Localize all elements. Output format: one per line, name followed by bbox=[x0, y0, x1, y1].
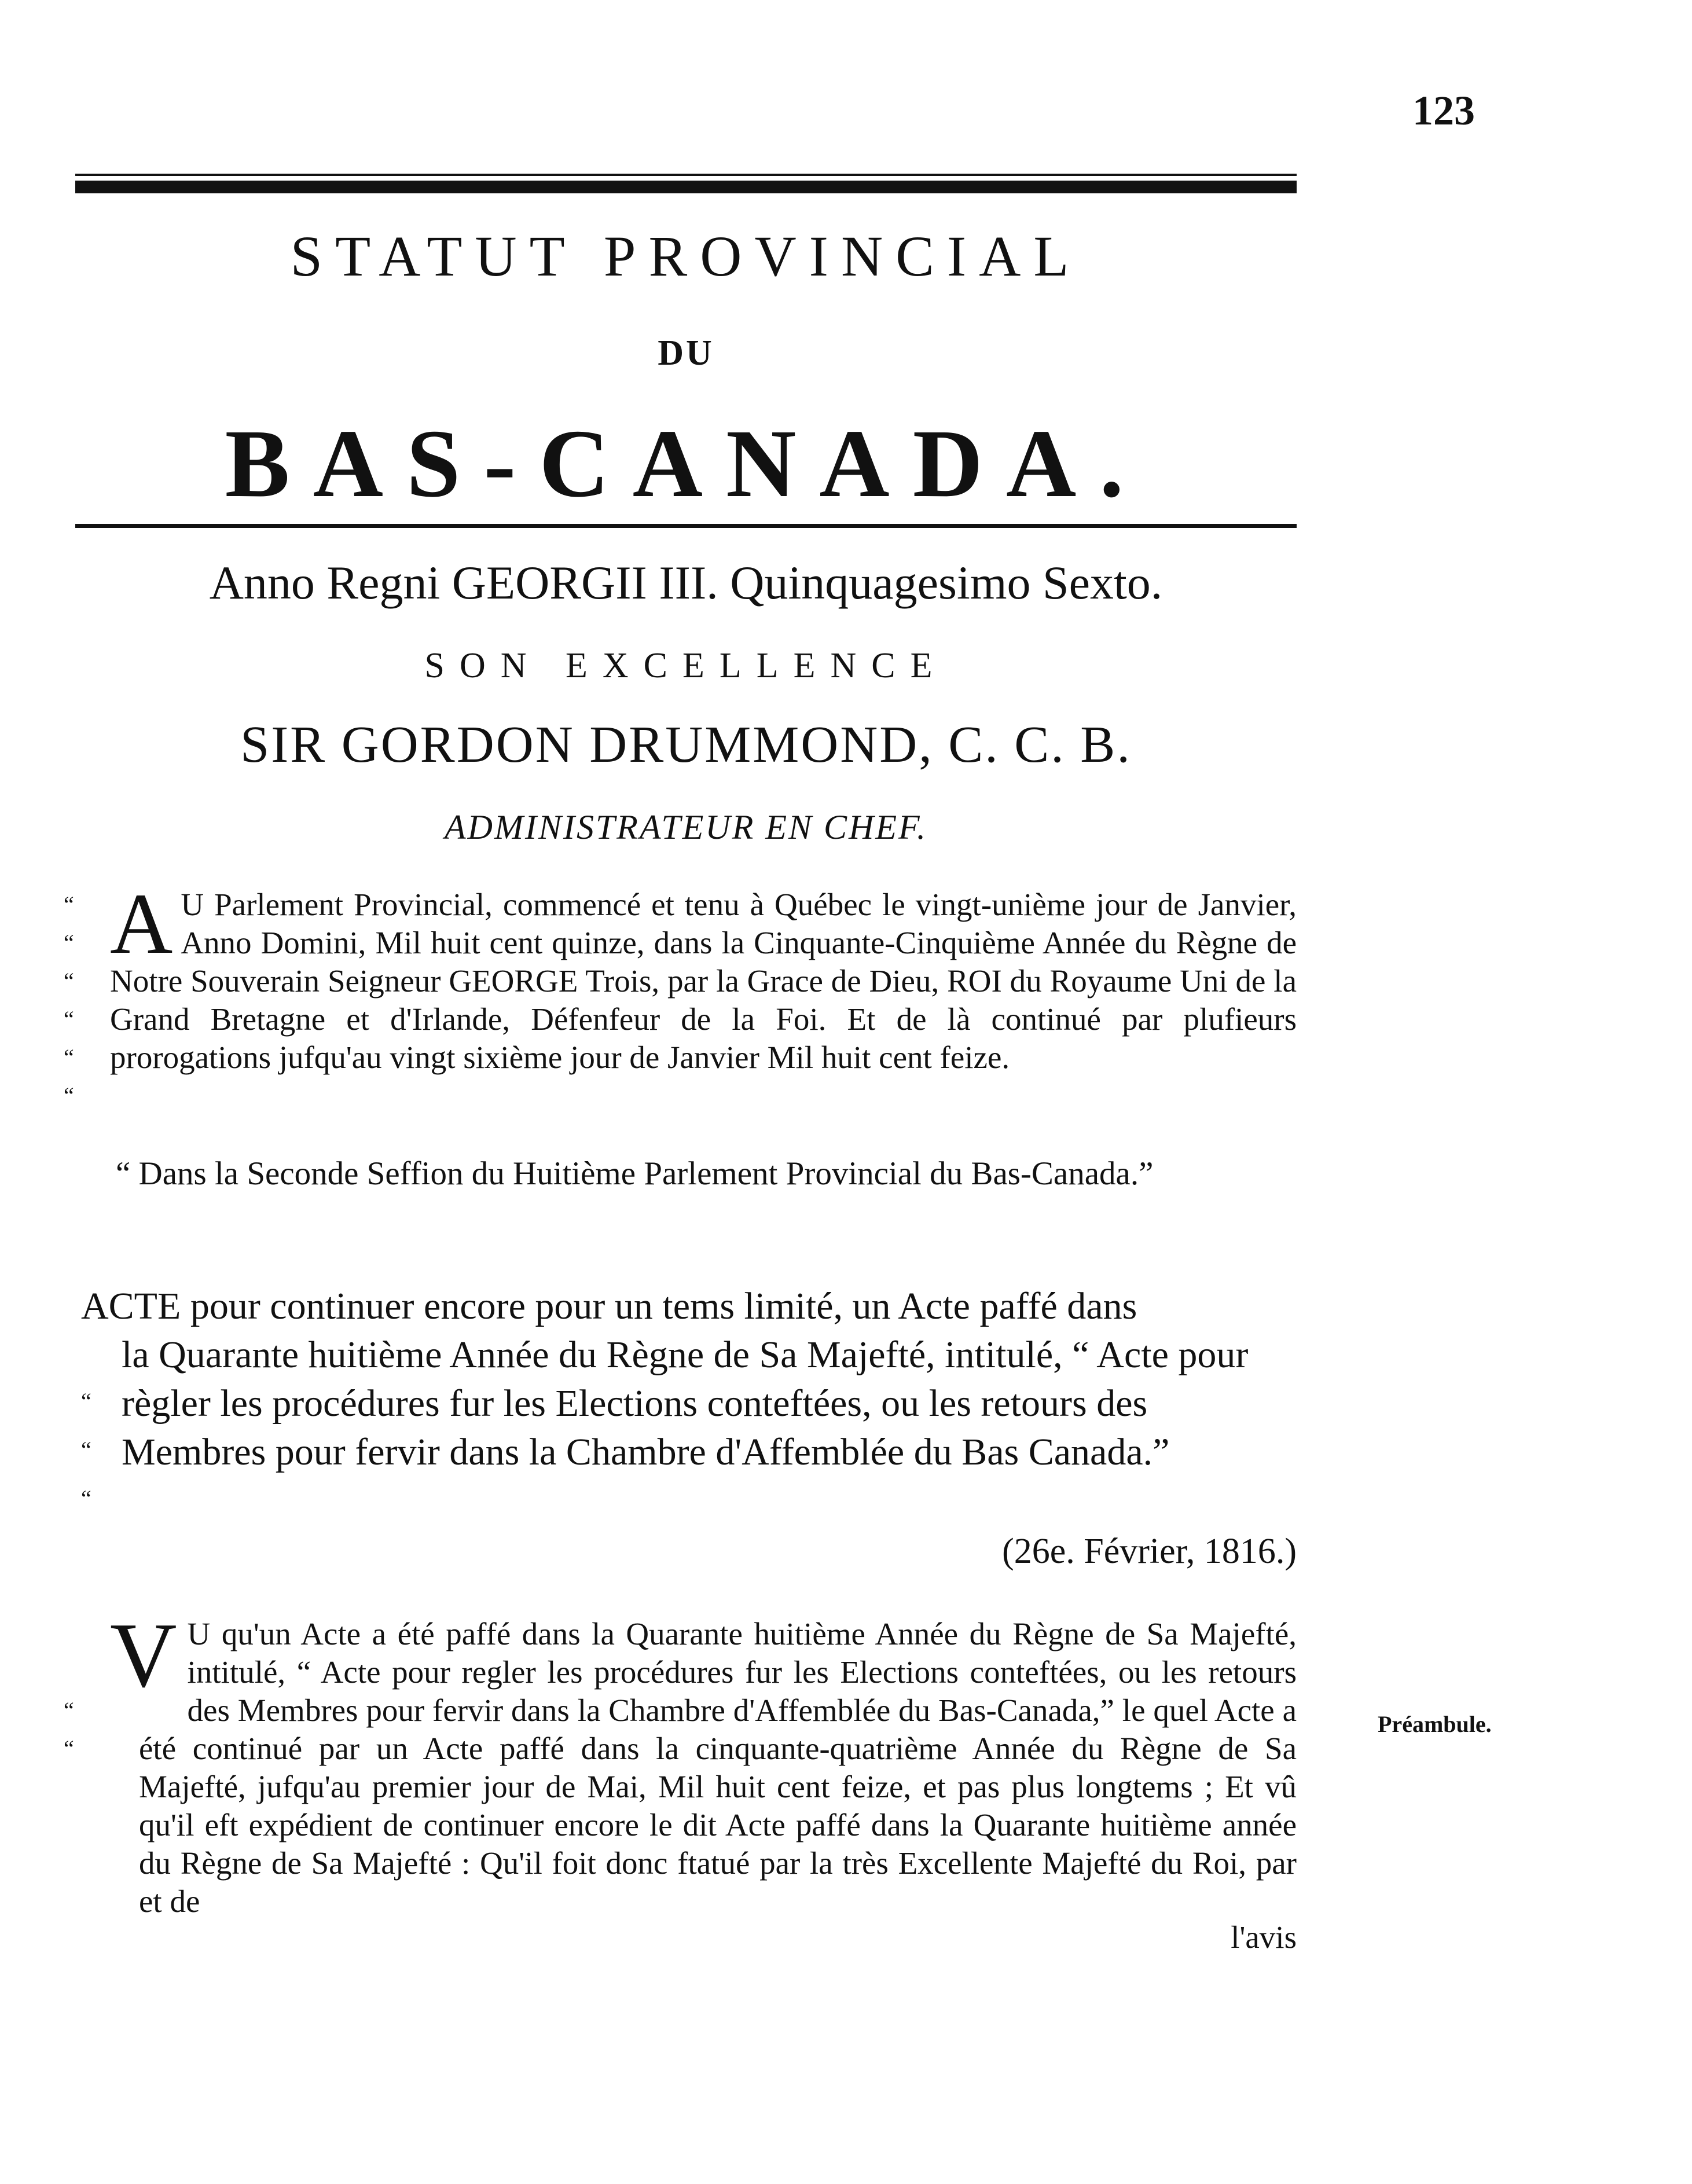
catchword: l'avis bbox=[1231, 1919, 1297, 1955]
parliament-paragraph-text: U Parlement Provincial, commencé et tenu à Québec le vingt-unième jour de Janvier, Anno Domini, Mil huit cent quinze, dans la Cinquante-Cinquième Année du Règne de Notre Souverain Seigneur GEORGE Trois, par la Grace de Dieu, ROI du Royaume Uni de la Grand Bretagne et d'Irlande, Défenfeur de la Foi. Et de là continué par plufieurs prorogations jufqu'au vingt sixième jour de Janvier Mil huit cent feize. bbox=[110, 887, 1297, 1075]
governor-office: ADMINISTRATEUR EN CHEF. bbox=[445, 808, 927, 846]
page-number: 123 bbox=[1412, 87, 1475, 134]
regnal-year: Anno Regni GEORGII III. Quinquagesimo Sexto. bbox=[209, 556, 1163, 609]
quote-marks-left: “ “ “ “ “ “ bbox=[64, 891, 74, 1108]
parliament-paragraph bbox=[110, 876, 1297, 1077]
acte-quote-marks: “ “ “ bbox=[81, 1388, 91, 1511]
heading-statut-provincial: STATUT PROVINCIAL bbox=[290, 224, 1082, 288]
heading-du: DU bbox=[658, 333, 714, 373]
preamble-paragraph-text: U qu'un Acte a été paffé dans la Quarante huitième Année du Règne de Sa Majefté, intitulé, “ Acte pour regler les procédures fur les Elections conteftées, ou les retours des Membres pour fervir dans la Chambre d'Affemblée du Bas-Canada,” le quel Acte a été continué par un Acte paffé dans la cinquante-quatrième Année du Règne de Sa Majefté, jufqu'au premier jour de Mai, Mil huit cent feize, et pas plus longtems ; Et vû qu'il eft expédient de continuer encore le dit Acte paffé dans la Quarante huitième année du Règne de Sa Majefté : Qu'il foit donc ftatué par la très Excellente Majefté du Roi, par et de bbox=[139, 1616, 1297, 1919]
governor-name: SIR GORDON DRUMMOND, C. C. B. bbox=[240, 716, 1132, 773]
top-rule-thick bbox=[75, 181, 1297, 193]
dropcap-v: V bbox=[110, 1603, 177, 1706]
son-excellence: SON EXCELLENCE bbox=[424, 646, 948, 685]
session-line: “ Dans la Seconde Seffion du Huitième Parlement Provincial du Bas-Canada.” bbox=[116, 1155, 1154, 1192]
acte-title-first-line: ACTE pour continuer encore pour un tems limité, un Acte paffé dans bbox=[81, 1285, 1137, 1327]
margin-note-preambule: Préambule. bbox=[1378, 1711, 1492, 1737]
heading-rule bbox=[75, 524, 1297, 528]
preamble-paragraph bbox=[110, 1603, 1297, 1921]
act-date: (26e. Février, 1816.) bbox=[1002, 1532, 1297, 1571]
top-rule-thin bbox=[75, 174, 1297, 176]
preamble-quote-marks: “ “ bbox=[64, 1697, 74, 1761]
dropcap-a: A bbox=[110, 876, 173, 972]
heading-bas-canada: BAS-CANADA. bbox=[225, 410, 1147, 517]
acte-title-rest: la Quarante huitième Année du Règne de Sa Majefté, intitulé, “ Acte pour règler les procédures fur les Elections conteftées, ou les retours des Membres pour fervir dans la Chambre d'Affemblée du Bas Canada.” bbox=[122, 1334, 1249, 1473]
acte-title bbox=[81, 1282, 1297, 1477]
